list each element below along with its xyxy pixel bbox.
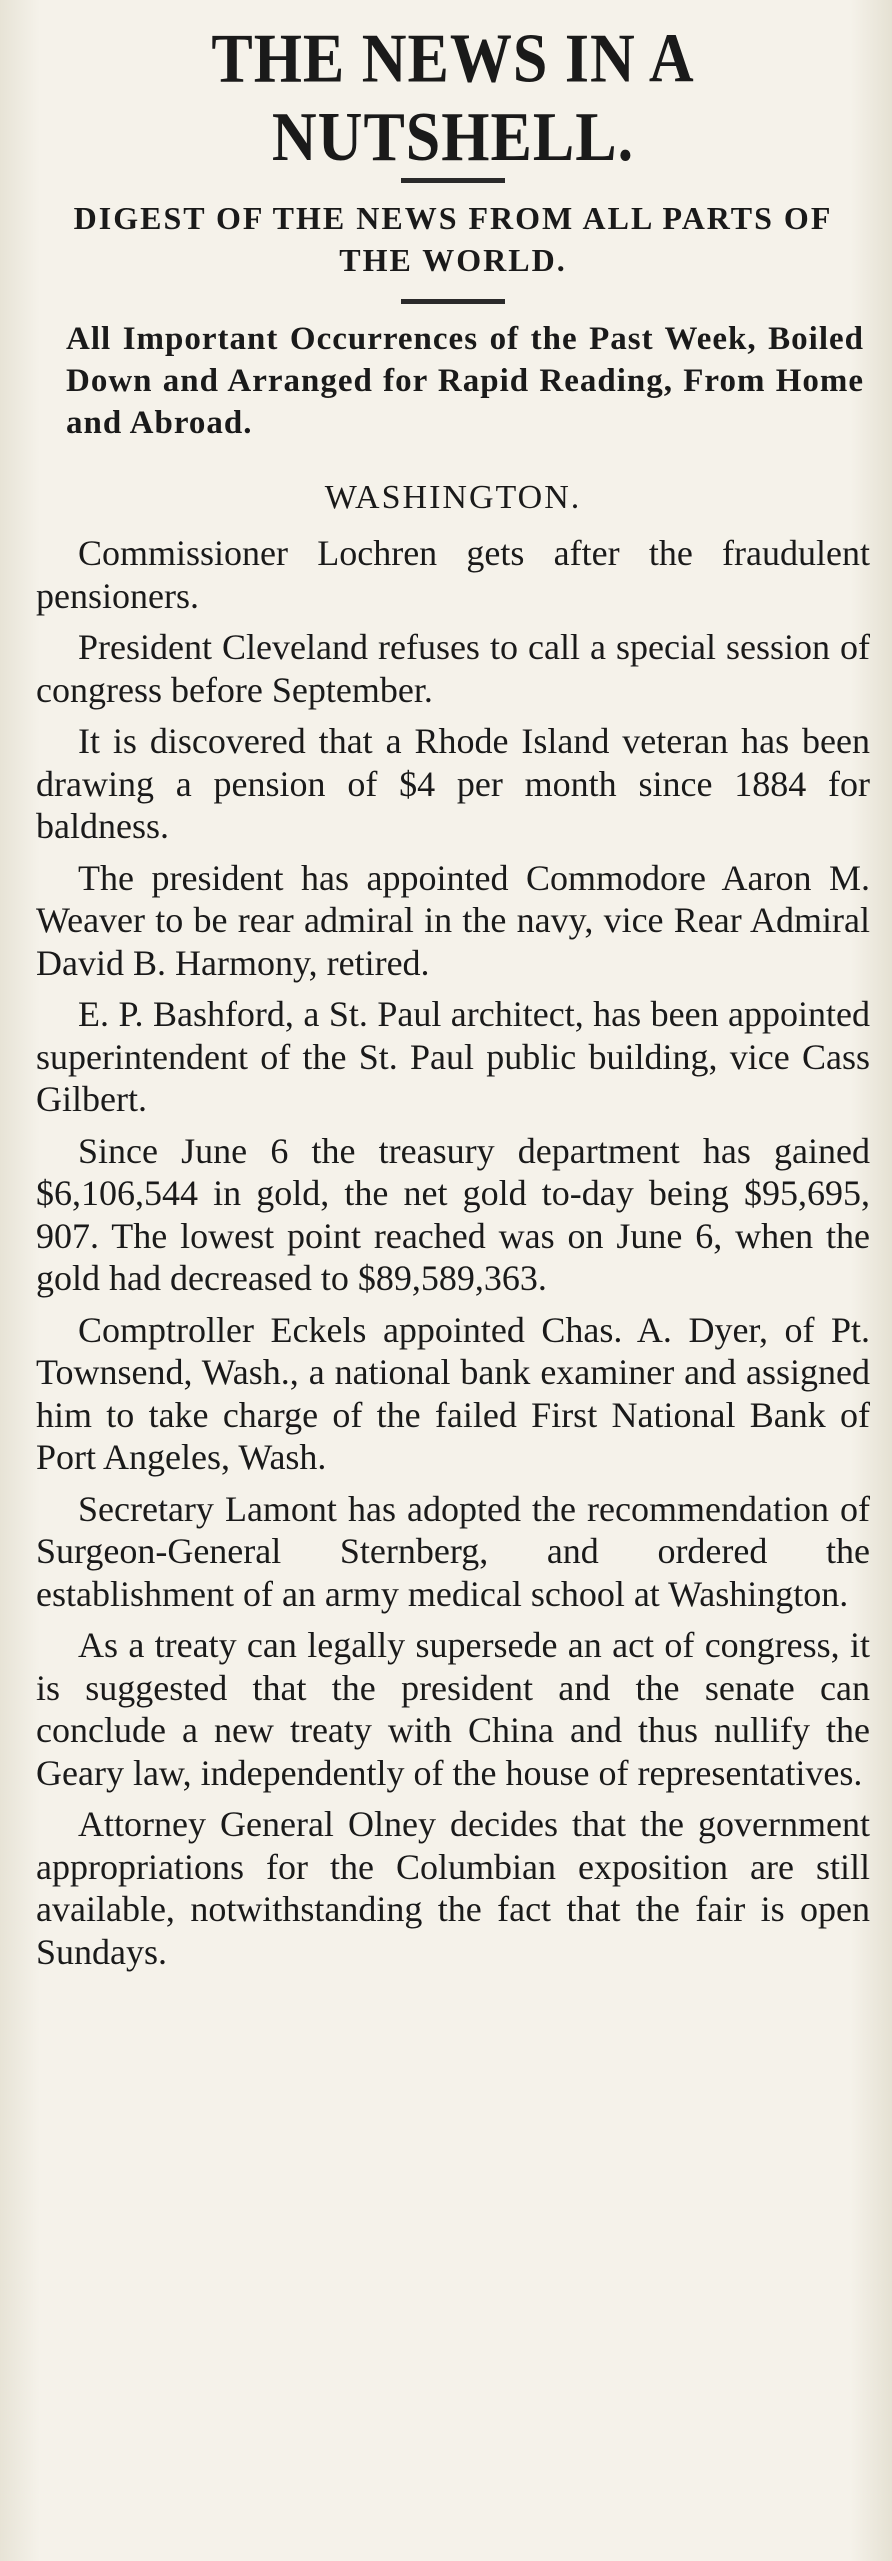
divider-rule: [401, 299, 505, 304]
divider-rule: [401, 178, 505, 183]
subheadline: DIGEST OF THE NEWS FROM ALL PARTS OF THE WORLD.: [73, 200, 833, 278]
news-item: E. P. Bashford, a St. Paul architect, has been appointed superintendent of the St. Paul public building, vice Cass Gilbert.: [36, 994, 870, 1119]
deck-summary: All Important Occurrences of the Past Week, Boiled Down and Arranged for Rapid Reading, From Home and Abroad.: [66, 321, 864, 441]
news-item: Comptroller Eckels appointed Chas. A. Dyer, of Pt. Townsend, Wash., a national bank examiner and assigned him to take charge of the failed First National Bank of Port Angeles, Wash.: [36, 1309, 870, 1477]
masthead-title: THE NEWS IN A NUTSHELL.: [211, 21, 695, 176]
news-item: It is discovered that a Rhode Island veteran has been drawing a pension of $4 per month since 1884 for baldness.: [36, 721, 870, 846]
news-item: Secretary Lamont has adopted the recommendation of Surgeon-General Sternberg, and ordered the establishment of an army medical school at Washington.: [36, 1488, 870, 1614]
news-item: President Cleveland refuses to call a special session of congress before September.: [36, 627, 870, 710]
news-item: As a treaty can legally supersede an act of congress, it is suggested that the president and the senate can conclude a new treaty with China and thus nullify the Geary law, independently of the house of representatives.: [36, 1625, 870, 1793]
news-item: Attorney General Olney decides that the government appropriations for the Columbian exposition are still available, notwithstanding the fact that the fair is open Sundays.: [36, 1804, 870, 1972]
section-heading-washington: WASHINGTON.: [324, 479, 582, 516]
news-item: The president has appointed Commodore Aaron M. Weaver to be rear admiral in the navy, vice Rear Admiral David B. Harmony, retired.: [36, 857, 870, 983]
news-item: Since June 6 the treasury department has gained $6,106,544 in gold, the net gold to-day being $95,695, 907. The lowest point reached was on June 6, when the gold had decreased to $89,589,363.: [36, 1130, 870, 1298]
news-item: Commissioner Lochren gets after the fraudulent pensioners.: [36, 533, 870, 616]
